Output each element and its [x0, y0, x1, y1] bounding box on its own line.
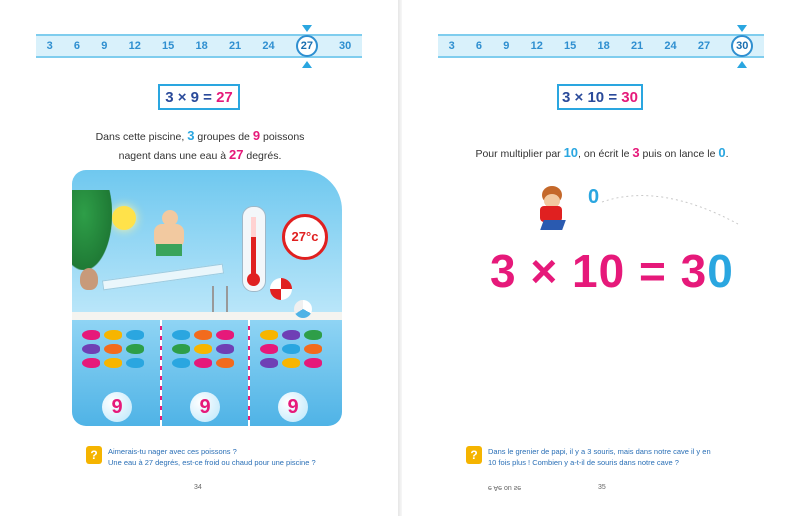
question-text — [108, 446, 316, 468]
text-span: . — [725, 148, 729, 160]
number-line-tick-highlighted: 27 — [296, 35, 318, 57]
text-span: , on écrit le — [578, 148, 633, 160]
equation-box — [557, 84, 643, 110]
number-line-tick-highlighted: 30 — [731, 35, 753, 57]
mouse-icon — [80, 268, 98, 290]
question-text — [488, 446, 711, 468]
diver-character — [144, 210, 194, 270]
group-count-bubble: 9 — [102, 392, 132, 422]
upside-down-answer: ɘƨ uo ɘA ɘ — [488, 484, 522, 491]
text-span: Dans cette piscine, — [95, 131, 188, 143]
big-equation — [490, 244, 734, 298]
number-line-tick: 27 — [697, 40, 711, 52]
number-line-tick: 15 — [162, 40, 175, 52]
number-line-tick: 3 — [448, 40, 455, 52]
text-span: degrés. — [243, 150, 282, 162]
fish-group — [82, 330, 150, 368]
beach-ball-icon — [294, 300, 312, 318]
big-equation-times: × — [530, 245, 559, 297]
pool-illustration — [72, 170, 342, 426]
marker-arrow-up-icon — [302, 61, 312, 68]
running-boy-character — [522, 186, 582, 238]
temperature-badge: 27°c — [282, 214, 328, 260]
question-box — [86, 446, 316, 468]
big-equation-equals: = — [638, 245, 667, 297]
fish-group — [172, 330, 240, 368]
number-line-tick: 21 — [630, 40, 644, 52]
marker-arrow-down-icon — [737, 25, 747, 32]
number-highlight: 0 — [718, 145, 726, 160]
question-line: Une eau à 27 degrés, est-ce froid ou chaud pour une piscine ? — [108, 458, 316, 467]
explanation-text — [60, 127, 340, 165]
right-page — [402, 0, 800, 516]
umbrella-icon — [270, 278, 292, 300]
question-mark-icon: ? — [86, 446, 102, 464]
number-highlight: 10 — [563, 145, 579, 160]
number-line-tick: 30 — [339, 40, 352, 52]
number-highlight: 3 — [187, 128, 195, 143]
question-line: 10 fois plus ! Combien y a-t-il de souris dans notre cave ? — [488, 458, 679, 467]
marker-arrow-up-icon — [737, 61, 747, 68]
big-equation-result-zero: 0 — [707, 245, 734, 297]
sun-icon — [112, 206, 136, 230]
number-line-left — [36, 34, 362, 58]
equation-lhs: 3 × 10 = — [562, 88, 618, 106]
text-span: nagent dans une eau à — [118, 150, 229, 162]
group-count-bubble: 9 — [190, 392, 220, 422]
number-line-tick: 24 — [664, 40, 677, 52]
flying-zero: 0 — [588, 186, 600, 208]
number-line-tick: 24 — [262, 40, 275, 52]
number-line-tick: 3 — [46, 40, 53, 52]
number-highlight: 3 — [632, 145, 640, 160]
equation-lhs: 3 × 9 = — [165, 88, 212, 106]
fish-group — [260, 330, 328, 368]
number-line-tick: 18 — [195, 40, 208, 52]
lane-divider — [248, 320, 250, 426]
number-line-tick: 6 — [73, 40, 81, 52]
text-span: groupes de — [194, 131, 253, 143]
page-number: 35 — [598, 484, 606, 491]
number-line-right — [438, 34, 764, 58]
text-span: poissons — [260, 131, 305, 143]
palm-tree-icon — [72, 190, 112, 270]
question-mark-icon: ? — [466, 446, 482, 464]
number-line-tick: 6 — [475, 40, 483, 52]
number-line-tick: 12 — [128, 40, 141, 52]
number-line-tick: 9 — [503, 40, 510, 52]
thermometer-icon — [242, 206, 266, 292]
question-box — [466, 446, 711, 468]
big-equation-factor: 10 — [572, 245, 626, 297]
page-number: 34 — [194, 484, 202, 491]
number-line-tick: 15 — [564, 40, 577, 52]
lane-divider — [160, 320, 162, 426]
explanation-text — [442, 144, 762, 163]
number-line-tick: 12 — [530, 40, 543, 52]
left-page — [0, 0, 398, 516]
text-span: Pour multiplier par — [475, 148, 564, 160]
equation-result: 27 — [216, 88, 233, 106]
number-highlight: 9 — [252, 128, 261, 143]
text-span: puis on lance le — [639, 148, 719, 160]
number-highlight: 27 — [228, 147, 244, 162]
question-line: Dans le grenier de papi, il y a 3 souris, mais dans notre cave il y en — [488, 447, 711, 456]
marker-arrow-down-icon — [302, 25, 312, 32]
throw-arc — [600, 188, 740, 228]
question-line: Aimerais-tu nager avec ces poissons ? — [108, 447, 237, 456]
number-line-tick: 9 — [101, 40, 108, 52]
equation-result: 30 — [621, 88, 638, 106]
big-equation-factor: 3 — [490, 245, 517, 297]
group-count-bubble: 9 — [278, 392, 308, 422]
number-line-tick: 18 — [597, 40, 610, 52]
big-equation-result-digit: 3 — [680, 245, 708, 297]
number-line-tick: 21 — [228, 40, 242, 52]
equation-box — [158, 84, 240, 110]
